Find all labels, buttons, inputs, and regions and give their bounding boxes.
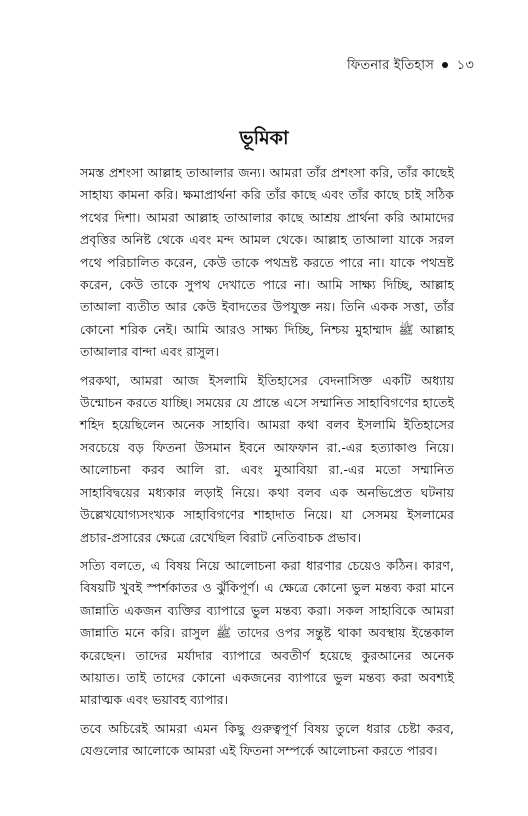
paragraph-2: পরকথা, আমরা আজ ইসলামি ইতিহাসের বেদনাসিক্ত একটি অধ্যায় উন্মোচন করতে যাচ্ছি। সময়ের যে প্রান্তে এসে সম্মানিত সাহাবিগণের হাতেই শহিদ হয়েছিলেন অনেক সাহাবি। আমরা কথা বলব ইসলামি ইতিহাসের সবচেয়ে বড় ফিতনা উসমান ইবনে আফফান রা.-এর হত্যাকাণ্ড নিয়ে। আলোচনা করব আলি রা. এবং মুআবিয়া রা.-এর মতো সম্মানিত সাহাবিদ্বয়ের মধ্যকার লড়াই নিয়ে। কথা বলব এক অনভিপ্রেত ঘটনায় উল্লেখযোগ্যসংখ্যক সাহাবিগণের শাহাদাত নিয়ে। যা সেসময় ইসলামের প্রচার-প্রসারের ক্ষেত্রে রেখেছিল বিরাট নেতিবাচক প্রভাব। [80, 372, 454, 545]
paragraph-3: সত্যি বলতে, এ বিষয় নিয়ে আলোচনা করা ধারণার চেয়েও কঠিন। কারণ, বিষয়টি খুবই স্পর্শকাতর ও ঝুঁকিপূর্ণ। এ ক্ষেত্রে কোনো ভুল মন্তব্য করা মানে জান্নাতি একজন ব্যক্তির ব্যাপারে ভুল মন্তব্য করা। সকল সাহাবিকে আমরা জান্নাতি মনে করি। রাসুল ﷺ তাদের ওপর সন্তুষ্ট থাকা অবস্থায় ইন্তেকাল করেছেন। তাদের মর্যাদার ব্যাপারে অবতীর্ণ হয়েছে কুরআনের অনেক আয়াত। তাই তাদের কোনো একজনের ব্যাপারে ভুল মন্তব্য করা অবশ্যই মারাত্মক এবং ভয়াবহ ব্যাপার। [80, 557, 455, 708]
running-header [347, 56, 474, 77]
chapter-title: ভূমিকা [239, 127, 289, 149]
running-header-book-title: ফিতনার ইতিহাস [347, 58, 435, 73]
paragraph-4: তবে অচিরেই আমরা এমন কিছু গুরুত্বপূর্ণ বিষয় তুলে ধরার চেষ্টা করব, যেগুলোর আলোকে আমরা এই ফিতনা সম্পর্কে আলোচনা করতে পারব। [80, 720, 454, 759]
paragraph-1: সমস্ত প্রশংসা আল্লাহ তাআলার জন্য। আমরা তাঁর প্রশংসা করি, তাঁর কাছেই সাহায্য কামনা করি। ক্ষমাপ্রার্থনা করি তাঁর কাছে এবং তাঁর কাছে চাই সঠিক পথের দিশা। আমরা আল্লাহ তাআলার কাছে আশ্রয় প্রার্থনা করি আমাদের প্রবৃত্তির অনিষ্ট থেকে এবং মন্দ আমল থেকে। আল্লাহ তাআলা যাকে সরল পথে পরিচালিত করেন, কেউ তাকে পথভ্রষ্ট করতে পারে না। যাকে পথভ্রষ্ট করেন, কেউ তাকে সুপথ দেখাতে পারে না। আমি সাক্ষ্য দিচ্ছি, আল্লাহ তাআলা ব্যতীত আর কেউ ইবাদতের উপযুক্ত নয়। তিনি একক সত্তা, তাঁর কোনো শরিক নেই। আমি আরও সাক্ষ্য দিচ্ছি, নিশ্চয় মুহাম্মাদ ﷺ আল্লাহ তাআলার বান্দা এবং রাসুল। [80, 165, 454, 360]
page-number: ১৩ [456, 58, 474, 73]
bullet-dot-icon [442, 62, 448, 68]
chapter-body [80, 162, 454, 769]
